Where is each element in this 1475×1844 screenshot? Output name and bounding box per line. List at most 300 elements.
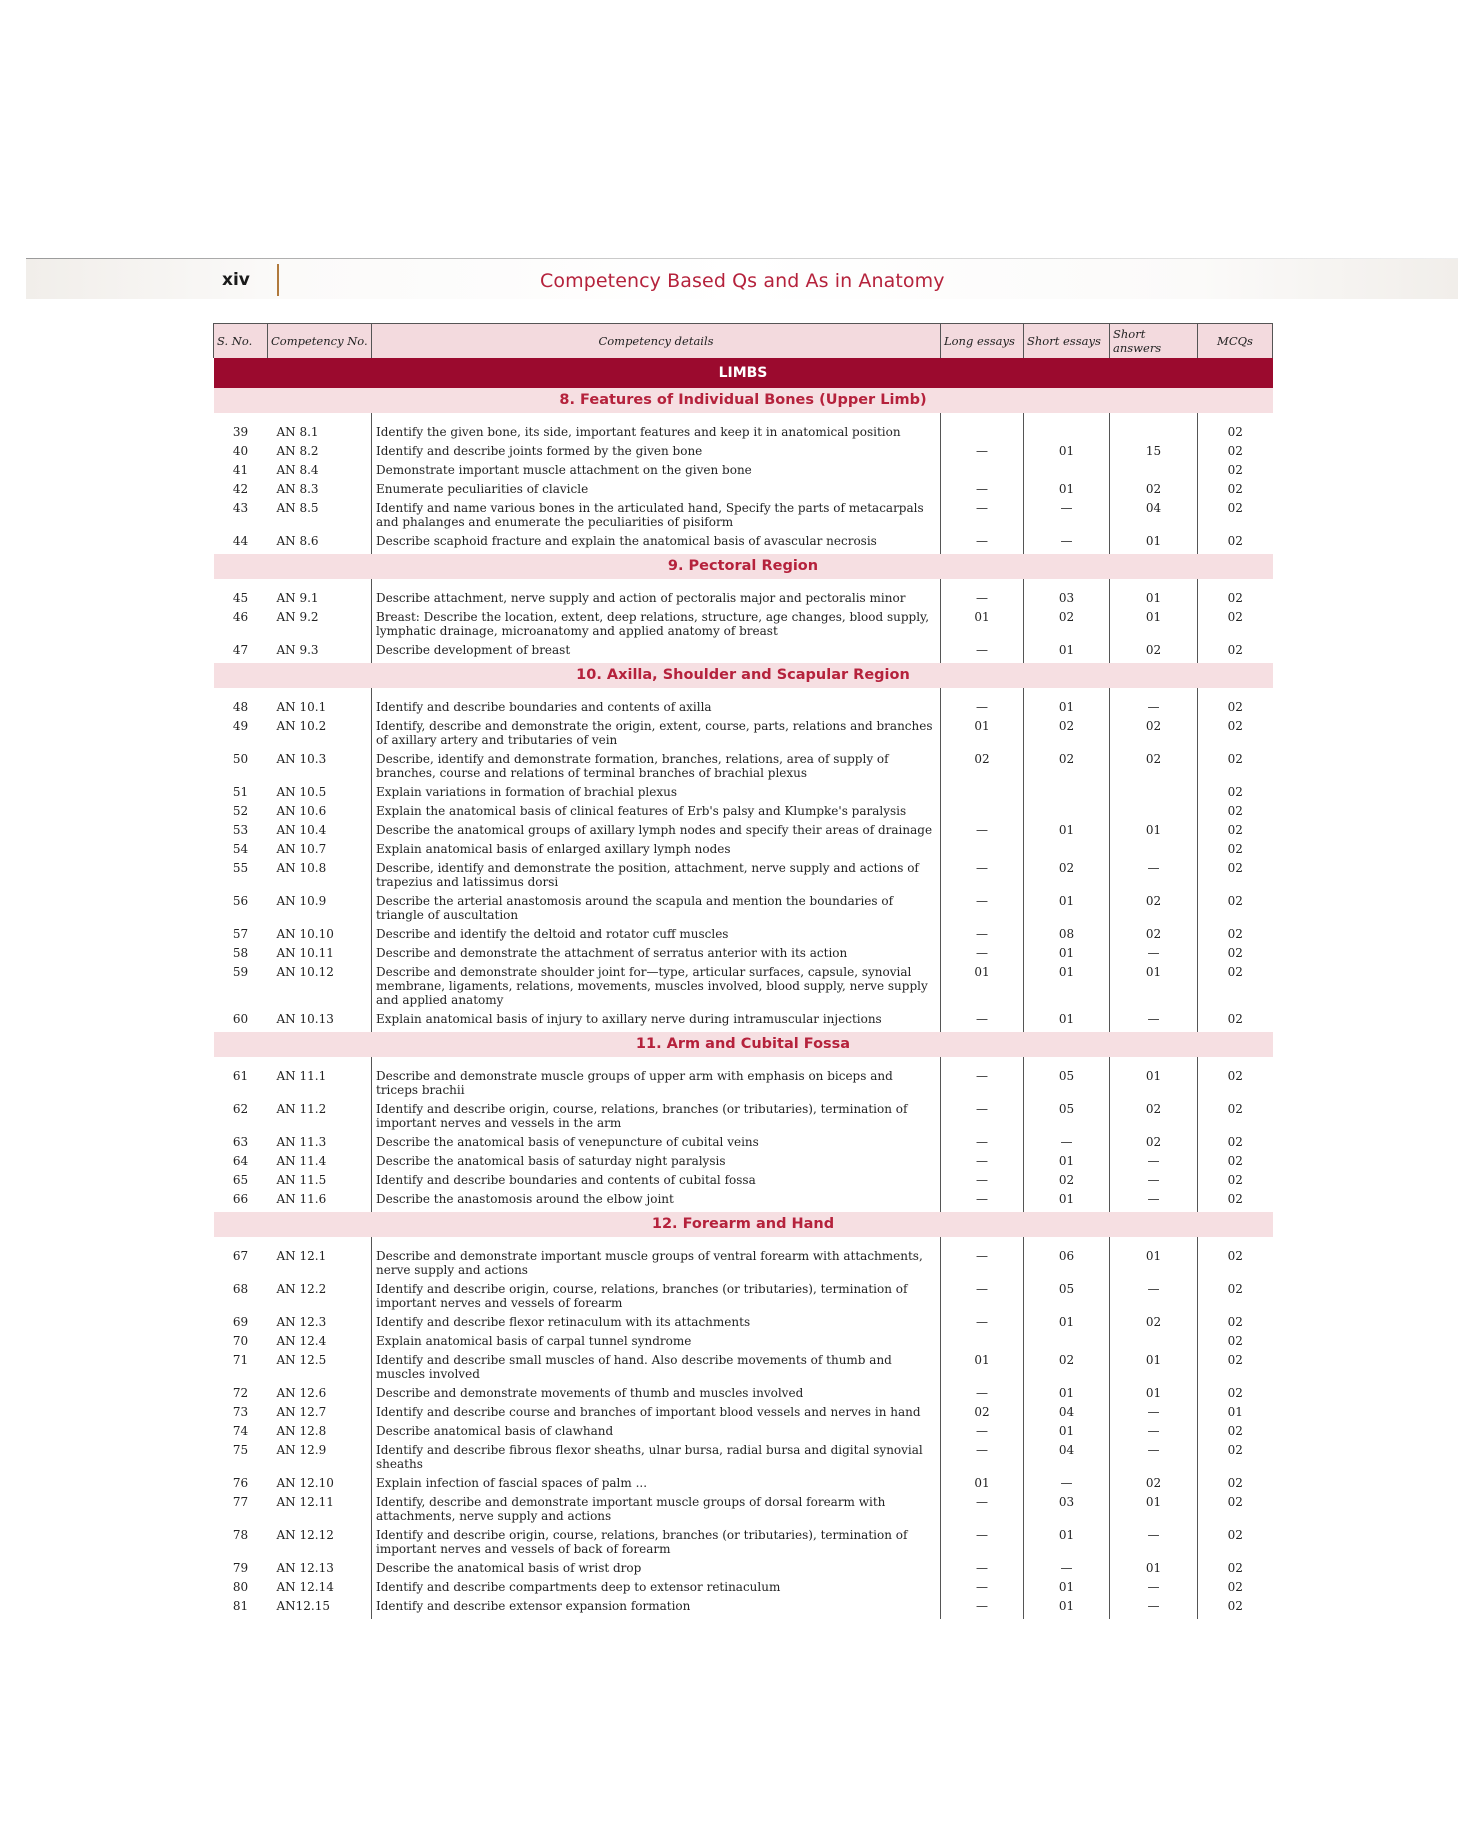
cell-mcqs: 02 bbox=[1198, 441, 1273, 460]
cell-short-answers: 01 bbox=[1110, 579, 1198, 607]
cell-mcqs: 02 bbox=[1198, 1312, 1273, 1331]
cell-details: Identify and describe origin, course, relations, branches (or tributaries), termination of important nerves and vessels of back of forearm bbox=[372, 1525, 941, 1558]
cell-mcqs: 02 bbox=[1198, 1492, 1273, 1525]
cell-long-essays bbox=[941, 801, 1024, 820]
page-number: xiv bbox=[222, 270, 250, 290]
cell-details: Explain anatomical basis of carpal tunnel syndrome bbox=[372, 1331, 941, 1350]
table-row bbox=[214, 1440, 1273, 1473]
cell-mcqs: 02 bbox=[1198, 640, 1273, 663]
cell-short-answers bbox=[1110, 839, 1198, 858]
col-header-short-essays: Short essays bbox=[1024, 324, 1110, 359]
cell-competency-no: AN 12.14 bbox=[276, 1580, 334, 1594]
cell-short-answers: 01 bbox=[1110, 1558, 1198, 1577]
cell-sno: 50 bbox=[232, 752, 249, 766]
cell-sno: 65 bbox=[232, 1173, 249, 1187]
col-header-details: Competency details bbox=[372, 324, 941, 359]
cell-mcqs: 02 bbox=[1198, 1473, 1273, 1492]
cell-mcqs: 02 bbox=[1198, 1009, 1273, 1032]
cell-long-essays: — bbox=[941, 1492, 1024, 1525]
cell-competency-no: AN 12.7 bbox=[276, 1405, 327, 1419]
cell-short-answers: — bbox=[1110, 1279, 1198, 1312]
section-header-row bbox=[214, 663, 1273, 688]
cell-short-answers: 02 bbox=[1110, 1312, 1198, 1331]
cell-short-essays: — bbox=[1024, 1558, 1110, 1577]
cell-mcqs: 02 bbox=[1198, 579, 1273, 607]
cell-competency-no: AN 12.3 bbox=[276, 1315, 327, 1329]
cell-details: Identify and name various bones in the articulated hand, Specify the parts of metacarpals and phalanges and enumerate the peculiarities of pisiform bbox=[372, 498, 941, 531]
cell-details: Identify and describe flexor retinaculum with its attachments bbox=[372, 1312, 941, 1331]
cell-short-answers: — bbox=[1110, 1596, 1198, 1619]
cell-short-essays: 01 bbox=[1024, 1525, 1110, 1558]
cell-details: Describe scaphoid fracture and explain the anatomical basis of avascular necrosis bbox=[372, 531, 941, 554]
cell-competency-no: AN 10.10 bbox=[276, 927, 334, 941]
cell-details: Identify, describe and demonstrate important muscle groups of dorsal forearm with attachments, nerve supply and actions bbox=[372, 1492, 941, 1525]
cell-short-essays: 05 bbox=[1024, 1057, 1110, 1099]
cell-short-essays bbox=[1024, 839, 1110, 858]
cell-competency-no: AN 12.4 bbox=[276, 1334, 327, 1348]
cell-competency-no: AN 8.5 bbox=[276, 501, 319, 515]
cell-long-essays: — bbox=[941, 1099, 1024, 1132]
section-title: 10. Axilla, Shoulder and Scapular Region bbox=[214, 663, 1273, 688]
cell-short-essays bbox=[1024, 782, 1110, 801]
cell-competency-no: AN 9.1 bbox=[276, 591, 319, 605]
table-row bbox=[214, 607, 1273, 640]
cell-short-answers: — bbox=[1110, 1170, 1198, 1189]
cell-long-essays: — bbox=[941, 441, 1024, 460]
cell-mcqs: 02 bbox=[1198, 413, 1273, 441]
cell-sno: 64 bbox=[232, 1154, 249, 1168]
cell-sno: 52 bbox=[232, 804, 249, 818]
cell-competency-no: AN 12.8 bbox=[276, 1424, 327, 1438]
cell-sno: 46 bbox=[232, 610, 249, 624]
cell-sno: 63 bbox=[232, 1135, 249, 1149]
cell-long-essays: — bbox=[941, 924, 1024, 943]
cell-short-essays: 06 bbox=[1024, 1237, 1110, 1279]
cell-details: Identify and describe compartments deep to extensor retinaculum bbox=[372, 1577, 941, 1596]
cell-details: Describe the anatomical basis of saturday night paralysis bbox=[372, 1151, 941, 1170]
section-header-row bbox=[214, 1212, 1273, 1237]
section-header-row bbox=[214, 1032, 1273, 1057]
cell-mcqs: 02 bbox=[1198, 1170, 1273, 1189]
cell-competency-no: AN 10.7 bbox=[276, 842, 327, 856]
limbs-banner: LIMBS bbox=[214, 358, 1273, 388]
cell-short-essays: 04 bbox=[1024, 1402, 1110, 1421]
cell-competency-no: AN 10.1 bbox=[276, 700, 327, 714]
cell-competency-no: AN 12.12 bbox=[276, 1528, 334, 1542]
cell-long-essays: — bbox=[941, 531, 1024, 554]
cell-long-essays: — bbox=[941, 943, 1024, 962]
table-row bbox=[214, 1151, 1273, 1170]
cell-long-essays: — bbox=[941, 1189, 1024, 1212]
cell-short-essays bbox=[1024, 801, 1110, 820]
cell-details: Breast: Describe the location, extent, deep relations, structure, age changes, blood supply, lymphatic drainage, microanatomy and applied anatomy of breast bbox=[372, 607, 941, 640]
cell-short-answers bbox=[1110, 801, 1198, 820]
cell-sno: 66 bbox=[232, 1192, 249, 1206]
cell-details: Describe, identify and demonstrate the position, attachment, nerve supply and actions of trapezius and latissimus dorsi bbox=[372, 858, 941, 891]
cell-competency-no: AN 11.6 bbox=[276, 1192, 327, 1206]
table-row bbox=[214, 531, 1273, 554]
cell-details: Identify and describe origin, course, relations, branches (or tributaries), termination of important nerves and vessels in the arm bbox=[372, 1099, 941, 1132]
table-row bbox=[214, 1596, 1273, 1619]
cell-details: Describe and demonstrate important muscle groups of ventral forearm with attachments, nerve supply and actions bbox=[372, 1237, 941, 1279]
cell-details: Describe and demonstrate the attachment of serratus anterior with its action bbox=[372, 943, 941, 962]
cell-details: Identify and describe small muscles of hand. Also describe movements of thumb and muscles involved bbox=[372, 1350, 941, 1383]
cell-short-answers: 02 bbox=[1110, 1473, 1198, 1492]
cell-short-essays bbox=[1024, 1331, 1110, 1350]
table-row bbox=[214, 1350, 1273, 1383]
cell-short-essays: 01 bbox=[1024, 479, 1110, 498]
section-header-row bbox=[214, 388, 1273, 413]
cell-sno: 53 bbox=[232, 823, 249, 837]
cell-mcqs: 02 bbox=[1198, 782, 1273, 801]
cell-short-essays: 02 bbox=[1024, 716, 1110, 749]
cell-sno: 80 bbox=[232, 1580, 249, 1594]
cell-sno: 76 bbox=[232, 1476, 249, 1490]
cell-details: Describe and demonstrate muscle groups of upper arm with emphasis on biceps and triceps brachii bbox=[372, 1057, 941, 1099]
cell-short-essays: — bbox=[1024, 498, 1110, 531]
cell-details: Identify, describe and demonstrate the origin, extent, course, parts, relations and branches of axillary artery and tributaries of vein bbox=[372, 716, 941, 749]
table-row bbox=[214, 1577, 1273, 1596]
table-row bbox=[214, 1402, 1273, 1421]
cell-details: Identify and describe boundaries and contents of axilla bbox=[372, 688, 941, 716]
cell-competency-no: AN 10.6 bbox=[276, 804, 327, 818]
cell-competency-no: AN 8.6 bbox=[276, 534, 319, 548]
cell-sno: 79 bbox=[232, 1561, 249, 1575]
cell-short-answers: 01 bbox=[1110, 1383, 1198, 1402]
cell-long-essays: — bbox=[941, 1596, 1024, 1619]
cell-long-essays: — bbox=[941, 1170, 1024, 1189]
cell-short-essays: 01 bbox=[1024, 943, 1110, 962]
col-header-long-essays: Long essays bbox=[941, 324, 1024, 359]
cell-short-answers: 02 bbox=[1110, 1099, 1198, 1132]
cell-mcqs: 02 bbox=[1198, 924, 1273, 943]
table-row bbox=[214, 749, 1273, 782]
cell-short-essays: 05 bbox=[1024, 1279, 1110, 1312]
table-row bbox=[214, 460, 1273, 479]
table-row bbox=[214, 891, 1273, 924]
cell-mcqs: 02 bbox=[1198, 479, 1273, 498]
cell-sno: 59 bbox=[232, 965, 249, 979]
cell-competency-no: AN 9.2 bbox=[276, 610, 319, 624]
cell-mcqs: 02 bbox=[1198, 801, 1273, 820]
cell-mcqs: 02 bbox=[1198, 891, 1273, 924]
cell-mcqs: 02 bbox=[1198, 1383, 1273, 1402]
cell-short-essays: 01 bbox=[1024, 1189, 1110, 1212]
cell-sno: 72 bbox=[232, 1386, 249, 1400]
cell-short-essays: 01 bbox=[1024, 441, 1110, 460]
cell-competency-no: AN 12.1 bbox=[276, 1249, 327, 1263]
cell-long-essays: — bbox=[941, 1151, 1024, 1170]
cell-short-answers bbox=[1110, 460, 1198, 479]
table-body bbox=[214, 358, 1273, 1619]
cell-mcqs: 02 bbox=[1198, 688, 1273, 716]
cell-competency-no: AN 12.11 bbox=[276, 1495, 334, 1509]
cell-sno: 62 bbox=[232, 1102, 249, 1116]
cell-sno: 81 bbox=[232, 1599, 249, 1613]
limbs-banner-row bbox=[214, 358, 1273, 388]
cell-long-essays: — bbox=[941, 820, 1024, 839]
table-row bbox=[214, 1189, 1273, 1212]
cell-long-essays: 01 bbox=[941, 607, 1024, 640]
cell-short-essays: — bbox=[1024, 1132, 1110, 1151]
table-row bbox=[214, 479, 1273, 498]
cell-sno: 77 bbox=[232, 1495, 249, 1509]
cell-long-essays bbox=[941, 413, 1024, 441]
cell-competency-no: AN 11.4 bbox=[276, 1154, 327, 1168]
cell-mcqs: 02 bbox=[1198, 858, 1273, 891]
table-row bbox=[214, 924, 1273, 943]
cell-details: Identify and describe fibrous flexor sheaths, ulnar bursa, radial bursa and digital synovial sheaths bbox=[372, 1440, 941, 1473]
cell-short-essays: 02 bbox=[1024, 607, 1110, 640]
cell-long-essays: — bbox=[941, 1525, 1024, 1558]
cell-long-essays bbox=[941, 782, 1024, 801]
table-row bbox=[214, 1009, 1273, 1032]
cell-long-essays: — bbox=[941, 688, 1024, 716]
cell-sno: 47 bbox=[232, 643, 249, 657]
cell-sno: 40 bbox=[232, 444, 249, 458]
cell-short-essays bbox=[1024, 460, 1110, 479]
cell-short-answers bbox=[1110, 1331, 1198, 1350]
cell-short-answers: 02 bbox=[1110, 749, 1198, 782]
cell-details: Describe, identify and demonstrate formation, branches, relations, area of supply of branches, course and relations of terminal branches of brachial plexus bbox=[372, 749, 941, 782]
cell-sno: 58 bbox=[232, 946, 249, 960]
cell-details: Identify and describe boundaries and contents of cubital fossa bbox=[372, 1170, 941, 1189]
cell-sno: 78 bbox=[232, 1528, 249, 1542]
table-row bbox=[214, 801, 1273, 820]
cell-long-essays: — bbox=[941, 1312, 1024, 1331]
cell-details: Describe the anatomical basis of wrist drop bbox=[372, 1558, 941, 1577]
cell-mcqs: 02 bbox=[1198, 1558, 1273, 1577]
cell-mcqs: 02 bbox=[1198, 1279, 1273, 1312]
table-header-row bbox=[214, 324, 1273, 359]
header-divider bbox=[277, 264, 279, 296]
cell-mcqs: 02 bbox=[1198, 531, 1273, 554]
cell-long-essays: — bbox=[941, 1057, 1024, 1099]
cell-short-answers: 04 bbox=[1110, 498, 1198, 531]
cell-mcqs: 02 bbox=[1198, 1099, 1273, 1132]
cell-competency-no: AN 10.9 bbox=[276, 894, 327, 908]
cell-details: Identify and describe joints formed by the given bone bbox=[372, 441, 941, 460]
cell-sno: 54 bbox=[232, 842, 249, 856]
table-row bbox=[214, 962, 1273, 1009]
cell-sno: 70 bbox=[232, 1334, 249, 1348]
cell-sno: 45 bbox=[232, 591, 249, 605]
cell-competency-no: AN 10.8 bbox=[276, 861, 327, 875]
cell-short-essays: 01 bbox=[1024, 1009, 1110, 1032]
cell-competency-no: AN 12.9 bbox=[276, 1443, 327, 1457]
cell-short-answers: 02 bbox=[1110, 891, 1198, 924]
cell-short-essays: 01 bbox=[1024, 962, 1110, 1009]
cell-sno: 56 bbox=[232, 894, 249, 908]
section-title: 9. Pectoral Region bbox=[214, 554, 1273, 579]
cell-sno: 61 bbox=[232, 1069, 249, 1083]
table-row bbox=[214, 1492, 1273, 1525]
cell-mcqs: 02 bbox=[1198, 1331, 1273, 1350]
cell-short-essays: 01 bbox=[1024, 1596, 1110, 1619]
cell-short-answers: — bbox=[1110, 1009, 1198, 1032]
cell-mcqs: 02 bbox=[1198, 1577, 1273, 1596]
cell-short-answers: 02 bbox=[1110, 640, 1198, 663]
cell-competency-no: AN 12.13 bbox=[276, 1561, 334, 1575]
cell-sno: 71 bbox=[232, 1353, 249, 1367]
cell-competency-no: AN 10.11 bbox=[276, 946, 334, 960]
cell-competency-no: AN 10.3 bbox=[276, 752, 327, 766]
cell-details: Identify the given bone, its side, important features and keep it in anatomical position bbox=[372, 413, 941, 441]
cell-details: Describe the anastomosis around the elbow joint bbox=[372, 1189, 941, 1212]
cell-short-answers: 01 bbox=[1110, 607, 1198, 640]
cell-long-essays: — bbox=[941, 1440, 1024, 1473]
cell-short-essays: 01 bbox=[1024, 820, 1110, 839]
competency-table bbox=[213, 323, 1273, 1619]
cell-long-essays: — bbox=[941, 1009, 1024, 1032]
cell-long-essays: — bbox=[941, 1421, 1024, 1440]
col-header-competency-no: Competency No. bbox=[268, 324, 372, 359]
cell-sno: 55 bbox=[232, 861, 249, 875]
cell-details: Explain anatomical basis of enlarged axillary lymph nodes bbox=[372, 839, 941, 858]
cell-details: Describe the anatomical groups of axillary lymph nodes and specify their areas of drainage bbox=[372, 820, 941, 839]
cell-short-answers: — bbox=[1110, 943, 1198, 962]
cell-short-essays: 01 bbox=[1024, 1383, 1110, 1402]
section-title: 12. Forearm and Hand bbox=[214, 1212, 1273, 1237]
cell-sno: 42 bbox=[232, 482, 249, 496]
cell-sno: 48 bbox=[232, 700, 249, 714]
cell-long-essays bbox=[941, 1331, 1024, 1350]
section-title: 11. Arm and Cubital Fossa bbox=[214, 1032, 1273, 1057]
cell-competency-no: AN 8.3 bbox=[276, 482, 319, 496]
cell-short-essays: 02 bbox=[1024, 749, 1110, 782]
cell-long-essays: — bbox=[941, 1558, 1024, 1577]
cell-competency-no: AN 8.1 bbox=[276, 425, 319, 439]
cell-details: Explain anatomical basis of injury to axillary nerve during intramuscular injections bbox=[372, 1009, 941, 1032]
table-row bbox=[214, 1421, 1273, 1440]
cell-short-essays: 02 bbox=[1024, 1170, 1110, 1189]
cell-long-essays bbox=[941, 460, 1024, 479]
col-header-sno: S. No. bbox=[214, 324, 268, 359]
cell-short-essays: 01 bbox=[1024, 688, 1110, 716]
table-row bbox=[214, 839, 1273, 858]
table-row bbox=[214, 943, 1273, 962]
cell-competency-no: AN 10.4 bbox=[276, 823, 327, 837]
cell-details: Explain the anatomical basis of clinical features of Erb's palsy and Klumpke's paralysis bbox=[372, 801, 941, 820]
running-title: Competency Based Qs and As in Anatomy bbox=[540, 270, 945, 292]
table-row bbox=[214, 1170, 1273, 1189]
cell-sno: 49 bbox=[232, 719, 249, 733]
cell-competency-no: AN 12.6 bbox=[276, 1386, 327, 1400]
table-row bbox=[214, 782, 1273, 801]
table-row bbox=[214, 820, 1273, 839]
cell-sno: 60 bbox=[232, 1012, 249, 1026]
cell-details: Identify and describe extensor expansion formation bbox=[372, 1596, 941, 1619]
cell-sno: 75 bbox=[232, 1443, 249, 1457]
cell-short-answers: 02 bbox=[1110, 479, 1198, 498]
table-row bbox=[214, 1279, 1273, 1312]
cell-short-answers: — bbox=[1110, 1151, 1198, 1170]
cell-mcqs: 02 bbox=[1198, 943, 1273, 962]
cell-short-answers: 01 bbox=[1110, 1237, 1198, 1279]
cell-details: Describe and identify the deltoid and rotator cuff muscles bbox=[372, 924, 941, 943]
cell-short-essays bbox=[1024, 413, 1110, 441]
cell-short-answers: 01 bbox=[1110, 820, 1198, 839]
cell-mcqs: 02 bbox=[1198, 1151, 1273, 1170]
cell-mcqs: 02 bbox=[1198, 607, 1273, 640]
cell-details: Identify and describe origin, course, relations, branches (or tributaries), termination of important nerves and vessels of forearm bbox=[372, 1279, 941, 1312]
cell-short-answers bbox=[1110, 413, 1198, 441]
cell-sno: 67 bbox=[232, 1249, 249, 1263]
cell-competency-no: AN 9.3 bbox=[276, 643, 319, 657]
cell-long-essays: — bbox=[941, 858, 1024, 891]
cell-mcqs: 02 bbox=[1198, 1237, 1273, 1279]
cell-details: Explain infection of fascial spaces of palm ... bbox=[372, 1473, 941, 1492]
cell-details: Explain variations in formation of brachial plexus bbox=[372, 782, 941, 801]
cell-sno: 74 bbox=[232, 1424, 249, 1438]
cell-sno: 41 bbox=[232, 463, 249, 477]
cell-sno: 43 bbox=[232, 501, 249, 515]
cell-details: Enumerate peculiarities of clavicle bbox=[372, 479, 941, 498]
table-row bbox=[214, 1312, 1273, 1331]
cell-details: Identify and describe course and branches of important blood vessels and nerves in hand bbox=[372, 1402, 941, 1421]
cell-short-answers: 02 bbox=[1110, 1132, 1198, 1151]
cell-competency-no: AN 11.5 bbox=[276, 1173, 327, 1187]
cell-sno: 57 bbox=[232, 927, 249, 941]
cell-details: Describe and demonstrate movements of thumb and muscles involved bbox=[372, 1383, 941, 1402]
cell-competency-no: AN 8.2 bbox=[276, 444, 319, 458]
cell-short-answers: — bbox=[1110, 1525, 1198, 1558]
cell-long-essays bbox=[941, 839, 1024, 858]
cell-short-essays: 01 bbox=[1024, 1312, 1110, 1331]
cell-competency-no: AN 11.3 bbox=[276, 1135, 327, 1149]
cell-short-answers: 15 bbox=[1110, 441, 1198, 460]
cell-mcqs: 02 bbox=[1198, 1525, 1273, 1558]
cell-mcqs: 02 bbox=[1198, 1189, 1273, 1212]
cell-mcqs: 02 bbox=[1198, 839, 1273, 858]
table-row bbox=[214, 1237, 1273, 1279]
table-row bbox=[214, 640, 1273, 663]
cell-short-essays: 02 bbox=[1024, 1350, 1110, 1383]
table-row bbox=[214, 1099, 1273, 1132]
cell-short-essays: 05 bbox=[1024, 1099, 1110, 1132]
cell-short-essays: 03 bbox=[1024, 1492, 1110, 1525]
cell-short-answers: — bbox=[1110, 1421, 1198, 1440]
cell-details: Describe anatomical basis of clawhand bbox=[372, 1421, 941, 1440]
cell-short-essays: 01 bbox=[1024, 640, 1110, 663]
table-row bbox=[214, 858, 1273, 891]
cell-sno: 51 bbox=[232, 785, 249, 799]
cell-short-answers: — bbox=[1110, 858, 1198, 891]
cell-mcqs: 02 bbox=[1198, 962, 1273, 1009]
table-row bbox=[214, 1383, 1273, 1402]
cell-mcqs: 02 bbox=[1198, 820, 1273, 839]
cell-long-essays: — bbox=[941, 1279, 1024, 1312]
table-row bbox=[214, 441, 1273, 460]
cell-short-essays: — bbox=[1024, 531, 1110, 554]
cell-sno: 73 bbox=[232, 1405, 249, 1419]
cell-long-essays: — bbox=[941, 1383, 1024, 1402]
col-header-short-answers: Short answers bbox=[1110, 324, 1198, 359]
cell-competency-no: AN 10.2 bbox=[276, 719, 327, 733]
cell-long-essays: — bbox=[941, 579, 1024, 607]
cell-short-answers: — bbox=[1110, 688, 1198, 716]
cell-long-essays: — bbox=[941, 891, 1024, 924]
cell-short-answers: — bbox=[1110, 1440, 1198, 1473]
cell-competency-no: AN 10.5 bbox=[276, 785, 327, 799]
cell-short-essays: 01 bbox=[1024, 1151, 1110, 1170]
cell-mcqs: 02 bbox=[1198, 1440, 1273, 1473]
cell-competency-no: AN 11.2 bbox=[276, 1102, 327, 1116]
cell-competency-no: AN 8.4 bbox=[276, 463, 319, 477]
cell-competency-no: AN 12.5 bbox=[276, 1353, 327, 1367]
cell-long-essays: — bbox=[941, 640, 1024, 663]
cell-short-answers: 01 bbox=[1110, 1057, 1198, 1099]
